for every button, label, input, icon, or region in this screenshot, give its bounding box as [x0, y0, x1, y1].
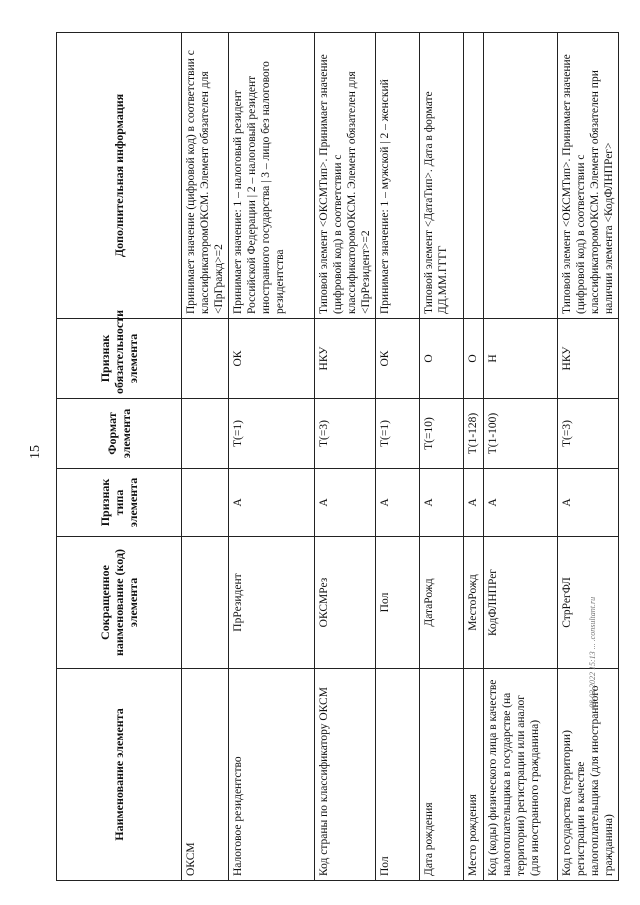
header-info: Дополнительная информация: [57, 33, 182, 319]
cell-type: А: [315, 469, 376, 537]
cell-format: Т(=3): [315, 399, 376, 469]
cell-format: Т(1-100): [484, 399, 558, 469]
cell-name: Дата рождения: [420, 669, 464, 881]
table-row: [484, 33, 558, 881]
header-required: Признак обязательности элемента: [57, 319, 182, 399]
cell-info: [484, 33, 558, 319]
cell-info: Принимает значение: 1 – налоговый резидент Российской Федерации | 2 – налоговый резидент иностранного государства | 3 – лицо без налогового резидентства: [229, 33, 315, 319]
cell-type: А: [464, 469, 484, 537]
cell-format: [182, 399, 229, 469]
cell-code: ОКСМРез: [315, 537, 376, 669]
cell-required: О: [464, 319, 484, 399]
cell-info: Принимает значение: 1 – мужской | 2 – женский: [376, 33, 420, 319]
cell-required: ОК: [229, 319, 315, 399]
cell-type: А: [484, 469, 558, 537]
table-row: [558, 33, 619, 881]
cell-type: А: [376, 469, 420, 537]
cell-required: [182, 319, 229, 399]
table-row: [376, 33, 420, 881]
header-row: [57, 33, 182, 881]
table-row: [420, 33, 464, 881]
cell-code: СтрРегФЛ: [558, 537, 619, 669]
cell-info: [464, 33, 484, 319]
cell-required: НКУ: [558, 319, 619, 399]
cell-name: Код (коды) физического лица в качестве налогоплательщика в государстве (на территории) регистрации или аналог (для иностранного гражданина): [484, 669, 558, 881]
cell-format: Т(=1): [229, 399, 315, 469]
cell-type: А: [420, 469, 464, 537]
cell-format: Т(=1): [376, 399, 420, 469]
cell-info: Принимает значение (цифровой код) в соответствии с классификаторомОКСМ. Элемент обязателен для <ПрГражд>=2: [182, 33, 229, 319]
cell-info: Типовой элемент <ДатаТип>. Дата в формате ДД.ММ.ГГГГ: [420, 33, 464, 319]
cell-required: О: [420, 319, 464, 399]
cell-type: [182, 469, 229, 537]
table-row: [315, 33, 376, 881]
cell-code: ДатаРожд: [420, 537, 464, 669]
cell-name: Пол: [376, 669, 420, 881]
cell-code: [182, 537, 229, 669]
cell-name: ОКСМ: [182, 669, 229, 881]
table-row: [229, 33, 315, 881]
cell-code: Пол: [376, 537, 420, 669]
header-name: Наименование элемента: [57, 669, 182, 881]
cell-format: Т(=3): [558, 399, 619, 469]
cell-required: ОК: [376, 319, 420, 399]
table-row: [464, 33, 484, 881]
cell-code: ПрРезидент: [229, 537, 315, 669]
cell-required: НКУ: [315, 319, 376, 399]
header-type: Признак типа элемента: [57, 469, 182, 537]
cell-type: А: [558, 469, 619, 537]
cell-name: Налоговое резидентство: [229, 669, 315, 881]
cell-format: Т(1-128): [464, 399, 484, 469]
cell-type: А: [229, 469, 315, 537]
cell-name: Код государства (территории) регистрации в качестве налогоплательщика (для иностранного гражданина): [558, 669, 619, 881]
header-code: Сокращенное наименование (код) элемента: [57, 537, 182, 669]
cell-info: Типовой элемент <ОКСМТип>. Принимает значение (цифровой код) в соответствии с классификаторомОКСМ. Элемент обязателен при наличии элемента <КодФЛНПРег>: [558, 33, 619, 319]
cell-required: Н: [484, 319, 558, 399]
header-format: Формат элемента: [57, 399, 182, 469]
cell-code: МестоРожд: [464, 537, 484, 669]
table-row: [182, 33, 229, 881]
element-table: [56, 32, 619, 881]
cell-info: Типовой элемент <ОКСМТип>. Принимает значение (цифровой код) в соответствии с классификаторомОКСМ. Элемент обязателен для <ПрРезидент>=2: [315, 33, 376, 319]
cell-format: Т(=10): [420, 399, 464, 469]
cell-name: Код страны по классификатору ОКСМ: [315, 669, 376, 881]
cell-name: Место рождения: [464, 669, 484, 881]
page-number: 15: [28, 445, 43, 459]
cell-code: КодФЛНПРег: [484, 537, 558, 669]
rotated-table-container: [56, 33, 615, 881]
document-stamp: 08.02.2022 15:13 ... .consultant.ru: [588, 596, 597, 708]
